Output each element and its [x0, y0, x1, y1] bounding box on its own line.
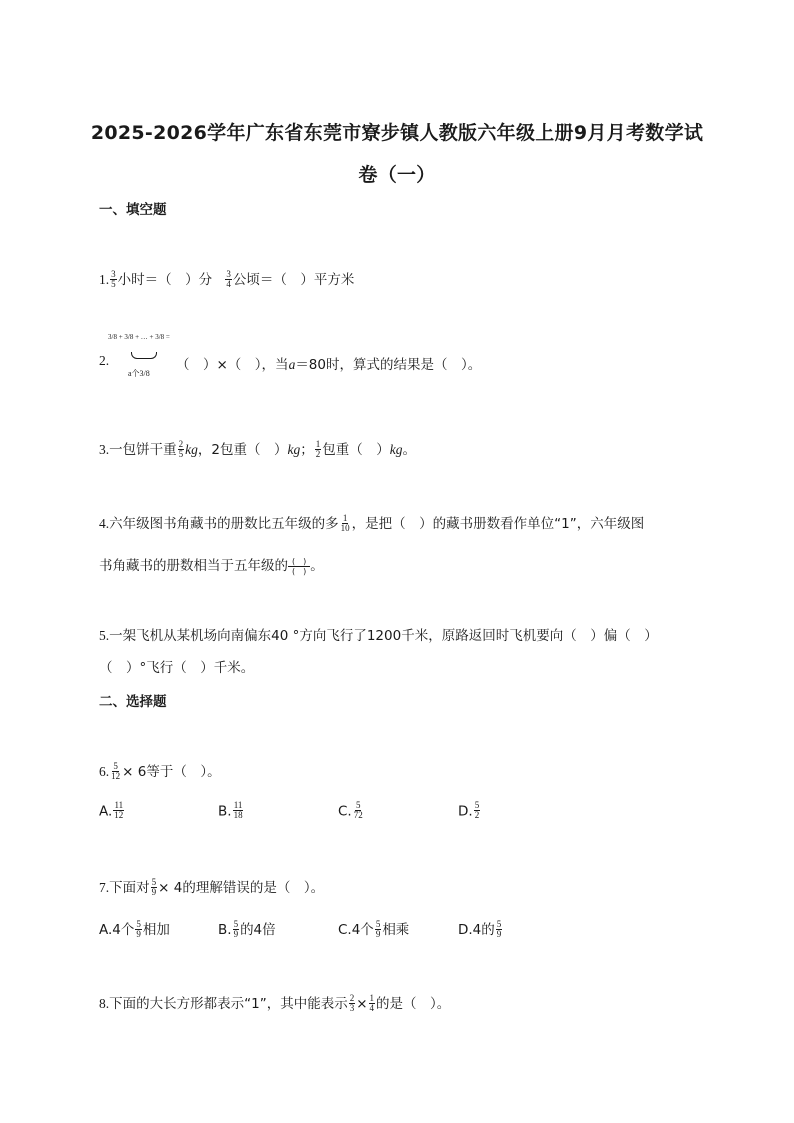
question-text: 一架飞机从某机场向南偏东40 °方向飞行了1200千米，原路返回时飞机要向（ ）偏（ ） — [109, 628, 658, 644]
question-text: （ ）×（ ），当 — [176, 357, 289, 373]
option-c[interactable]: C. $\frac{5}{72}$ — [338, 800, 363, 820]
question-text: 一包饼干重 — [109, 442, 177, 458]
underbrace-label: a个3/8 — [128, 369, 150, 378]
question-3 — [99, 438, 416, 460]
question-text: 。 — [402, 442, 416, 458]
question-8 — [99, 992, 450, 1014]
question-text: 。 — [310, 558, 324, 574]
fraction: $\frac{2}{3}$ — [349, 992, 355, 1013]
question-number: 8. — [99, 996, 110, 1011]
fraction: $\frac{3}{5}$ — [111, 268, 116, 289]
question-text: × 4的理解错误的是（ ）。 — [158, 880, 325, 896]
question-4-line1 — [99, 512, 644, 534]
question-text: 下面对 — [109, 880, 150, 896]
question-5-line1 — [99, 624, 658, 644]
question-text: 下面的大长方形都表示“1”，其中能表示 — [109, 996, 348, 1012]
unit-kg: kg — [185, 442, 198, 457]
question-text: ＝80时，算式的结果是（ ）。 — [295, 357, 482, 373]
variable-a: a — [288, 357, 296, 372]
question-4-line2 — [99, 554, 324, 576]
question-text: 小时＝（ ）分 — [117, 272, 213, 288]
option-b[interactable]: B. $\frac{5}{9}$ 的4倍 — [218, 918, 276, 939]
option-a[interactable]: A.4个 $\frac{5}{9}$ 相加 — [99, 918, 170, 939]
section-heading-fill-blank: 一、填空题 — [99, 202, 167, 218]
question-text: ，2包重（ ） — [197, 442, 288, 458]
fraction: $\frac{3}{4}$ — [226, 268, 231, 289]
question-number: 4. — [99, 516, 110, 531]
blank-fraction: $\frac{( )}{( )}$ — [288, 557, 310, 576]
fraction: $\frac{1}{2}$ — [315, 438, 321, 459]
fraction: $\frac{2}{5}$ — [178, 438, 184, 459]
question-2-text — [176, 353, 481, 373]
question-text: ，是把（ ）的藏书册数看作单位“1”，六年级图 — [351, 516, 645, 532]
question-text: 公顷＝（ ）平方米 — [232, 272, 355, 288]
question-number: 3. — [99, 442, 110, 457]
question-1 — [99, 268, 354, 290]
fraction: $\frac{1}{10}$ — [340, 512, 350, 533]
option-c[interactable]: C.4个 $\frac{5}{9}$ 相乘 — [338, 918, 410, 939]
question-text: 书角藏书的册数相当于五年级的 — [99, 558, 288, 574]
fraction: $\frac{5}{9}$ — [151, 876, 157, 897]
question-number: 1. — [99, 272, 110, 287]
question-number: 7. — [99, 880, 110, 895]
question-number: 6. — [99, 764, 110, 779]
times-sign: × — [356, 996, 368, 1012]
underbrace — [131, 352, 157, 359]
question-5-line2: （ ）°飞行（ ）千米。 — [99, 660, 255, 676]
fraction: $\frac{1}{4}$ — [369, 992, 375, 1013]
option-d[interactable]: D.4的 $\frac{5}{9}$ — [458, 918, 502, 939]
question-2 — [99, 353, 109, 369]
section-heading-choice: 二、选择题 — [99, 694, 167, 710]
question-text: 六年级图书角藏书的册数比五年级的多 — [109, 516, 339, 532]
document-title-line2: 卷（一） — [358, 164, 436, 186]
question-text: 的是（ ）。 — [376, 996, 451, 1012]
document-title-line1: 2025-2026学年广东省东莞市寮步镇人教版六年级上册9月月考数学试 — [90, 122, 704, 144]
question-text: × 6等于（ ）。 — [122, 764, 221, 780]
question-7 — [99, 876, 324, 898]
unit-kg: kg — [389, 442, 403, 457]
option-a[interactable]: A. $\frac{11}{12}$ — [99, 800, 124, 820]
option-d[interactable]: D. $\frac{5}{2}$ — [458, 800, 480, 820]
fraction: $\frac{5}{12}$ — [111, 760, 121, 781]
repeated-sum-expression: 3/8 + 3/8 + … + 3/8 = — [108, 333, 170, 341]
question-text: ； — [300, 442, 314, 458]
unit-kg: kg — [287, 442, 301, 457]
question-text: 包重（ ） — [322, 442, 390, 458]
option-b[interactable]: B. $\frac{11}{18}$ — [218, 800, 243, 820]
question-6 — [99, 760, 221, 782]
question-number: 5. — [99, 628, 110, 643]
question-number: 2. — [99, 353, 110, 368]
